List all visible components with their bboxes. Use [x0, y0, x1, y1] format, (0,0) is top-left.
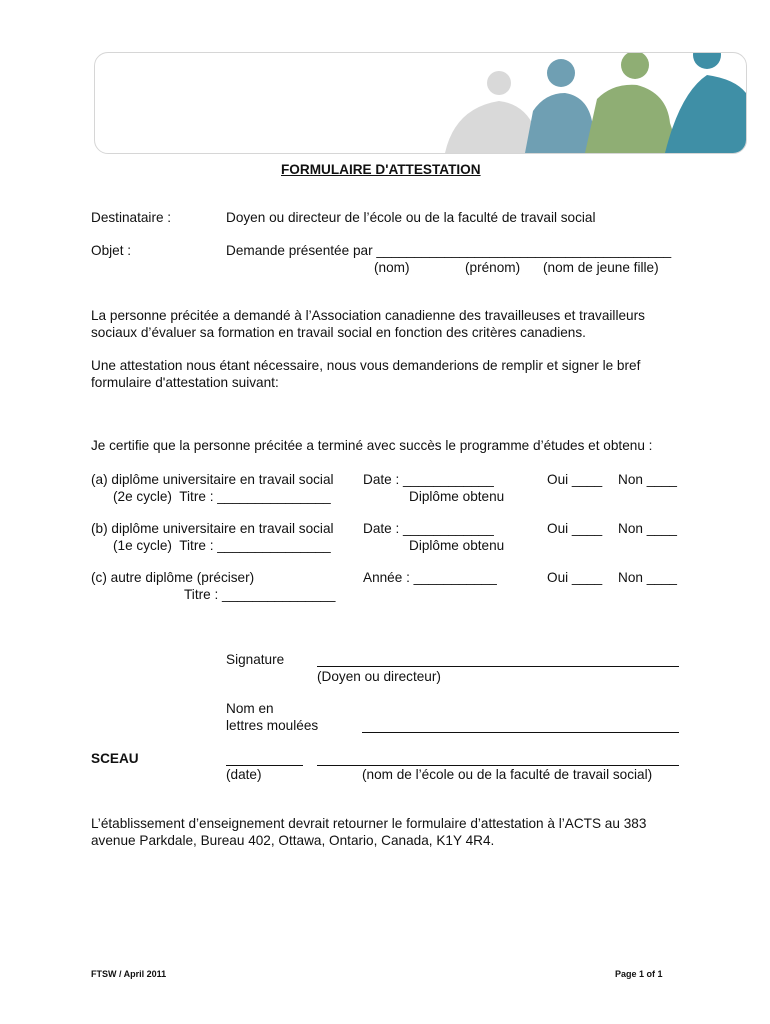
item-c-oui-field[interactable]: Oui ____ — [547, 570, 603, 585]
item-b-non-field[interactable]: Non ____ — [618, 521, 677, 536]
school-name-line[interactable] — [317, 765, 679, 766]
date-sub: (date) — [226, 767, 262, 782]
return-note-line1: L’établissement d’enseignement devrait retourner le formulaire d’attestation à l’ACTS au 383 — [91, 816, 647, 831]
item-b-date-field[interactable]: Date : ____________ — [363, 521, 494, 536]
signature-line[interactable] — [317, 666, 679, 667]
item-c-title-field[interactable]: Titre : _______________ — [184, 587, 336, 602]
item-a-date-sub: Diplôme obtenu — [409, 489, 505, 504]
printed-name-label-2: lettres moulées — [226, 718, 319, 733]
people-logo-graphic — [95, 53, 746, 153]
recipient-value: Doyen ou directeur de l’école ou de la faculté de travail social — [226, 210, 596, 225]
sub-nom: (nom) — [374, 260, 410, 275]
item-b-title-field[interactable]: (1e cycle) Titre : _______________ — [113, 538, 331, 553]
subject-label: Objet : — [91, 243, 132, 258]
school-sub: (nom de l’école ou de la faculté de travail social) — [362, 767, 653, 782]
signature-label: Signature — [226, 652, 285, 667]
header-banner — [94, 52, 747, 154]
footer-left: FTSW / April 2011 — [91, 969, 167, 979]
seal-label: SCEAU — [91, 751, 139, 766]
teal-figure — [665, 53, 746, 153]
item-a-non-field[interactable]: Non ____ — [618, 472, 677, 487]
item-a-date-field[interactable]: Date : ____________ — [363, 472, 494, 487]
recipient-label: Destinataire : — [91, 210, 172, 225]
item-a-oui-field[interactable]: Oui ____ — [547, 472, 603, 487]
sub-jeune-fille: (nom de jeune fille) — [543, 260, 659, 275]
intro-p1-line1: La personne précitée a demandé à l’Association canadienne des travailleuses et travailleurs — [91, 308, 645, 323]
form-title: FORMULAIRE D'ATTESTATION — [281, 162, 481, 177]
item-c-year-field[interactable]: Année : ___________ — [363, 570, 497, 585]
printed-name-label-1: Nom en — [226, 701, 274, 716]
blue-figure — [525, 59, 597, 153]
intro-p2-line1: Une attestation nous étant nécessaire, nous vous demanderions de remplir et signer le bref — [91, 358, 641, 373]
item-b-line1: (b) diplôme universitaire en travail social — [91, 521, 334, 536]
grey-figure — [445, 71, 541, 153]
date-line[interactable] — [226, 765, 303, 766]
item-c-line1: (c) autre diplôme (préciser) — [91, 570, 255, 585]
item-b-date-sub: Diplôme obtenu — [409, 538, 505, 553]
signature-sub: (Doyen ou directeur) — [317, 669, 441, 684]
sub-prenom: (prénom) — [465, 260, 521, 275]
applicant-name-field[interactable]: Demande présentée par _______________________________________ — [226, 243, 672, 258]
item-b-oui-field[interactable]: Oui ____ — [547, 521, 603, 536]
certify-statement: Je certifie que la personne précitée a terminé avec succès le programme d’études et obtenu : — [91, 438, 653, 453]
printed-name-line[interactable] — [362, 732, 679, 733]
intro-p1-line2: sociaux d’évaluer sa formation en travail social en fonction des critères canadiens. — [91, 325, 586, 340]
item-a-title-field[interactable]: (2e cycle) Titre : _______________ — [113, 489, 331, 504]
footer-page-number: Page 1 of 1 — [615, 969, 663, 979]
item-c-non-field[interactable]: Non ____ — [618, 570, 677, 585]
item-a-line1: (a) diplôme universitaire en travail social — [91, 472, 334, 487]
intro-p2-line2: formulaire d'attestation suivant: — [91, 375, 279, 390]
green-figure — [585, 53, 680, 153]
return-note-line2: avenue Parkdale, Bureau 402, Ottawa, Ontario, Canada, K1Y 4R4. — [91, 833, 495, 848]
